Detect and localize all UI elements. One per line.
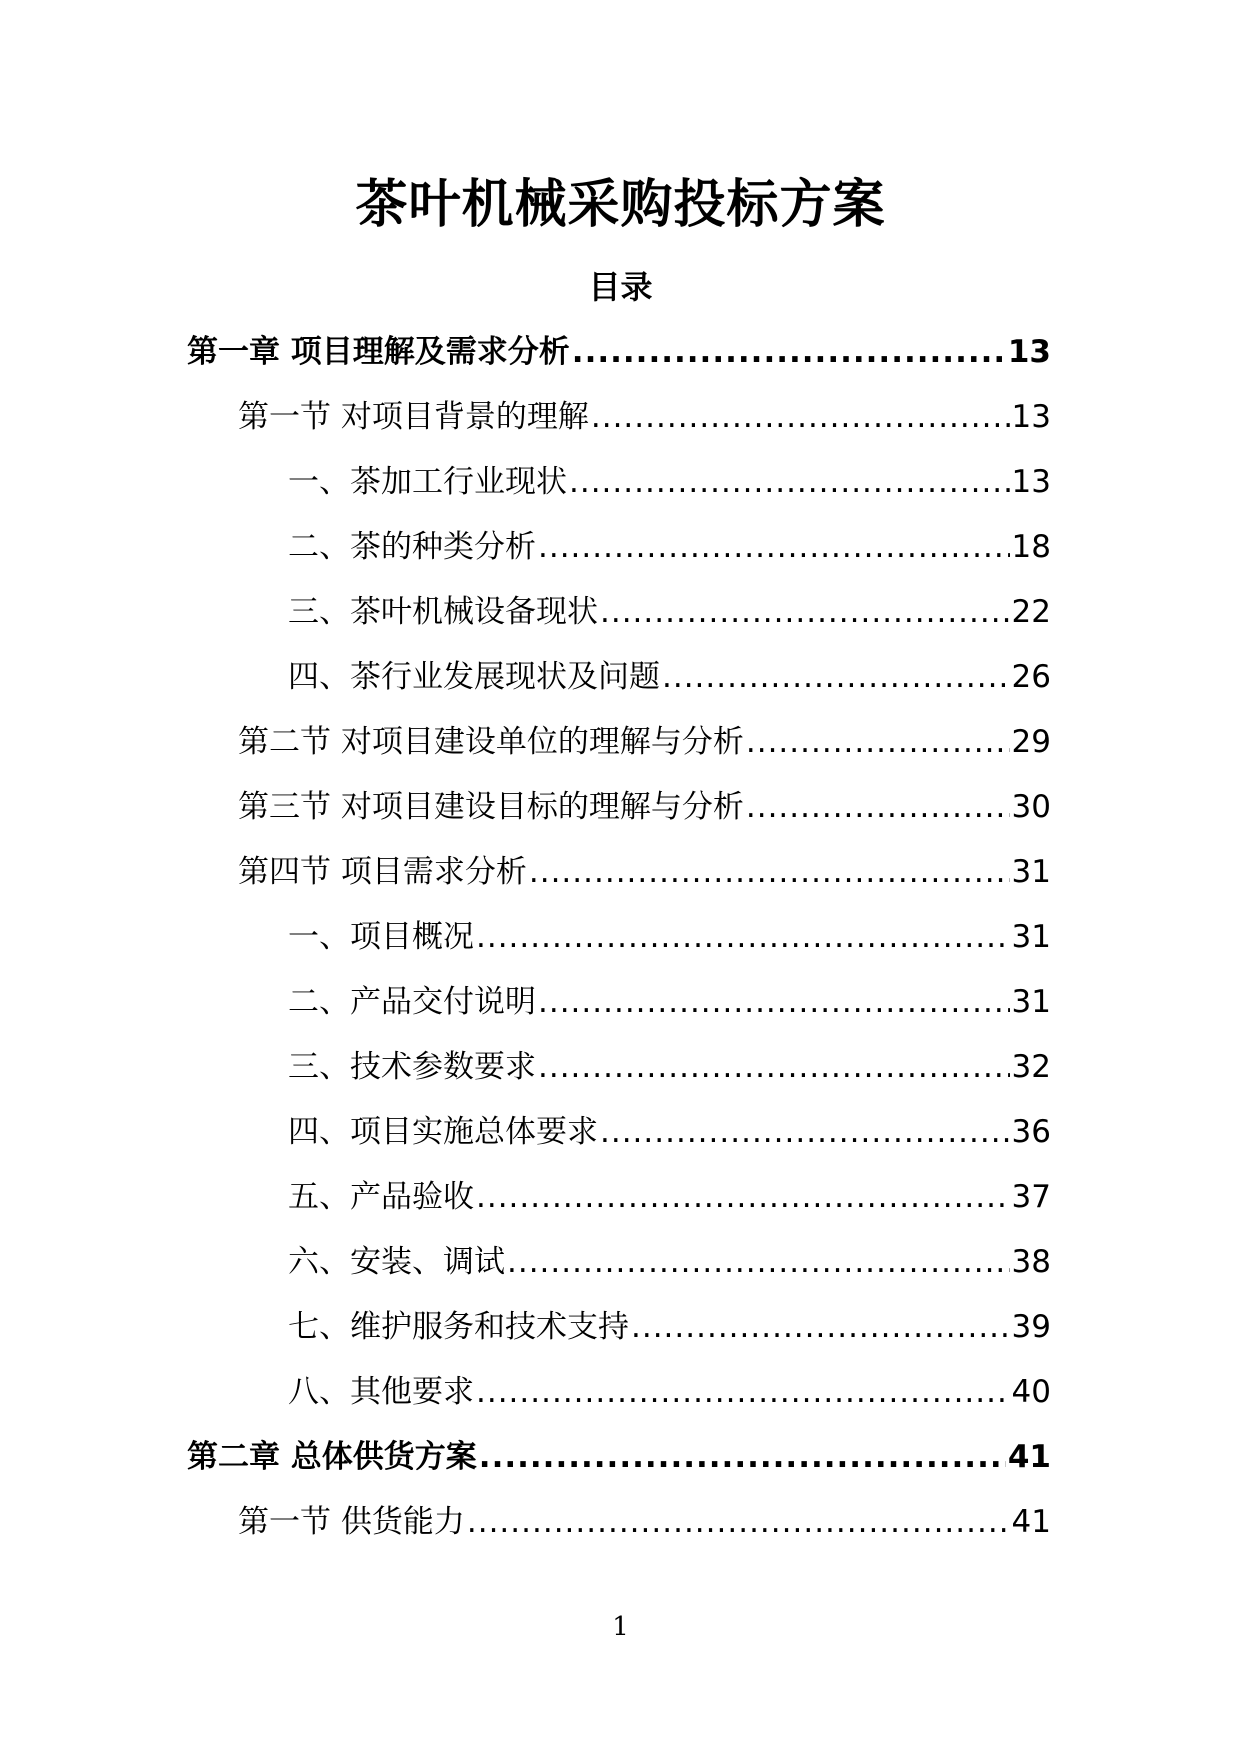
- toc-entry-title: 二、茶的种类分析: [288, 528, 536, 565]
- toc-page-number: 37: [1011, 1178, 1051, 1215]
- toc-dot-leader: [529, 850, 1010, 894]
- toc-entry[interactable]: [0, 1359, 1241, 1424]
- toc-entry[interactable]: [0, 969, 1241, 1034]
- toc-page-number: 39: [1011, 1308, 1051, 1345]
- toc-dot-leader: [538, 980, 1010, 1024]
- toc-entry-title: 四、项目实施总体要求: [288, 1113, 598, 1150]
- toc-entry-title: 第三节 对项目建设目标的理解与分析: [238, 788, 744, 825]
- toc-entry-title: 七、维护服务和技术支持: [288, 1308, 629, 1345]
- toc-entry-title: 第四节 项目需求分析: [238, 853, 527, 890]
- toc-dot-leader: [507, 1240, 1010, 1284]
- toc-entry-title: 四、茶行业发展现状及问题: [288, 658, 660, 695]
- toc-page-number: 38: [1011, 1243, 1051, 1280]
- toc-dot-leader: [538, 525, 1010, 569]
- toc-entry[interactable]: [0, 1489, 1241, 1554]
- toc-entry[interactable]: [0, 1424, 1241, 1489]
- toc-entry-title: 一、茶加工行业现状: [288, 463, 567, 500]
- toc-entry-title: 二、产品交付说明: [288, 983, 536, 1020]
- toc-dot-leader: [600, 590, 1010, 634]
- toc-dot-leader: [538, 1045, 1010, 1089]
- toc-entry[interactable]: [0, 1294, 1241, 1359]
- toc-entry-title: 第二章 总体供货方案: [187, 1438, 477, 1475]
- toc-entry[interactable]: [0, 384, 1241, 449]
- toc-dot-leader: [631, 1305, 1010, 1349]
- toc-entry[interactable]: [0, 514, 1241, 579]
- toc-entry[interactable]: [0, 1229, 1241, 1294]
- toc-page-number: 22: [1011, 593, 1051, 630]
- toc-page-number: 13: [1011, 463, 1051, 500]
- toc-heading: 目录: [588, 268, 653, 306]
- toc-entry[interactable]: [0, 774, 1241, 839]
- document-title: 茶叶机械采购投标方案: [355, 175, 886, 235]
- toc-entry[interactable]: [0, 449, 1241, 514]
- toc-page-number: 18: [1011, 528, 1051, 565]
- toc-dot-leader: [476, 1370, 1010, 1414]
- toc-dot-leader: [600, 1110, 1010, 1154]
- toc-entry-title: 三、茶叶机械设备现状: [288, 593, 598, 630]
- toc-entry[interactable]: [0, 1034, 1241, 1099]
- toc-entry-title: 第一章 项目理解及需求分析: [187, 333, 570, 370]
- toc-page-number: 31: [1011, 983, 1051, 1020]
- toc-entry[interactable]: [0, 709, 1241, 774]
- toc-entry-title: 六、安装、调试: [288, 1243, 505, 1280]
- toc-dot-leader: [476, 915, 1010, 959]
- toc-page-number: 31: [1011, 918, 1051, 955]
- toc-entry-title: 第一节 供货能力: [238, 1503, 465, 1540]
- toc-dot-leader: [476, 1175, 1010, 1219]
- toc-dot-leader: [746, 720, 1010, 764]
- toc-dot-leader: [569, 460, 1010, 504]
- toc-dot-leader: [746, 785, 1010, 829]
- toc-page-number: 13: [1007, 333, 1051, 370]
- toc-entry[interactable]: [0, 904, 1241, 969]
- page-number: 1: [612, 1612, 629, 1642]
- toc-dot-leader: [572, 330, 1006, 374]
- toc-entry-title: 第一节 对项目背景的理解: [238, 398, 589, 435]
- toc-entry[interactable]: [0, 644, 1241, 709]
- toc-entry[interactable]: [0, 579, 1241, 644]
- toc-entry-title: 第二节 对项目建设单位的理解与分析: [238, 723, 744, 760]
- toc-entry[interactable]: [0, 1164, 1241, 1229]
- toc-dot-leader: [467, 1500, 1010, 1544]
- toc-page-number: 26: [1011, 658, 1051, 695]
- toc-entry[interactable]: [0, 839, 1241, 904]
- toc-page-number: 29: [1011, 723, 1051, 760]
- toc-page-number: 36: [1011, 1113, 1051, 1150]
- toc-entry-title: 三、技术参数要求: [288, 1048, 536, 1085]
- toc-entry[interactable]: [0, 1099, 1241, 1164]
- toc-entry-title: 一、项目概况: [288, 918, 474, 955]
- toc-page-number: 41: [1011, 1503, 1051, 1540]
- toc-page-number: 13: [1011, 398, 1051, 435]
- toc-page-number: 30: [1011, 788, 1051, 825]
- toc-dot-leader: [591, 395, 1010, 439]
- toc-page-number: 40: [1011, 1373, 1051, 1410]
- toc-entry[interactable]: [0, 319, 1241, 384]
- table-of-contents: [0, 319, 1241, 1554]
- toc-dot-leader: [479, 1435, 1006, 1479]
- toc-dot-leader: [662, 655, 1010, 699]
- toc-page-number: 32: [1011, 1048, 1051, 1085]
- toc-page-number: 41: [1007, 1438, 1051, 1475]
- toc-entry-title: 五、产品验收: [288, 1178, 474, 1215]
- toc-page-number: 31: [1011, 853, 1051, 890]
- toc-entry-title: 八、其他要求: [288, 1373, 474, 1410]
